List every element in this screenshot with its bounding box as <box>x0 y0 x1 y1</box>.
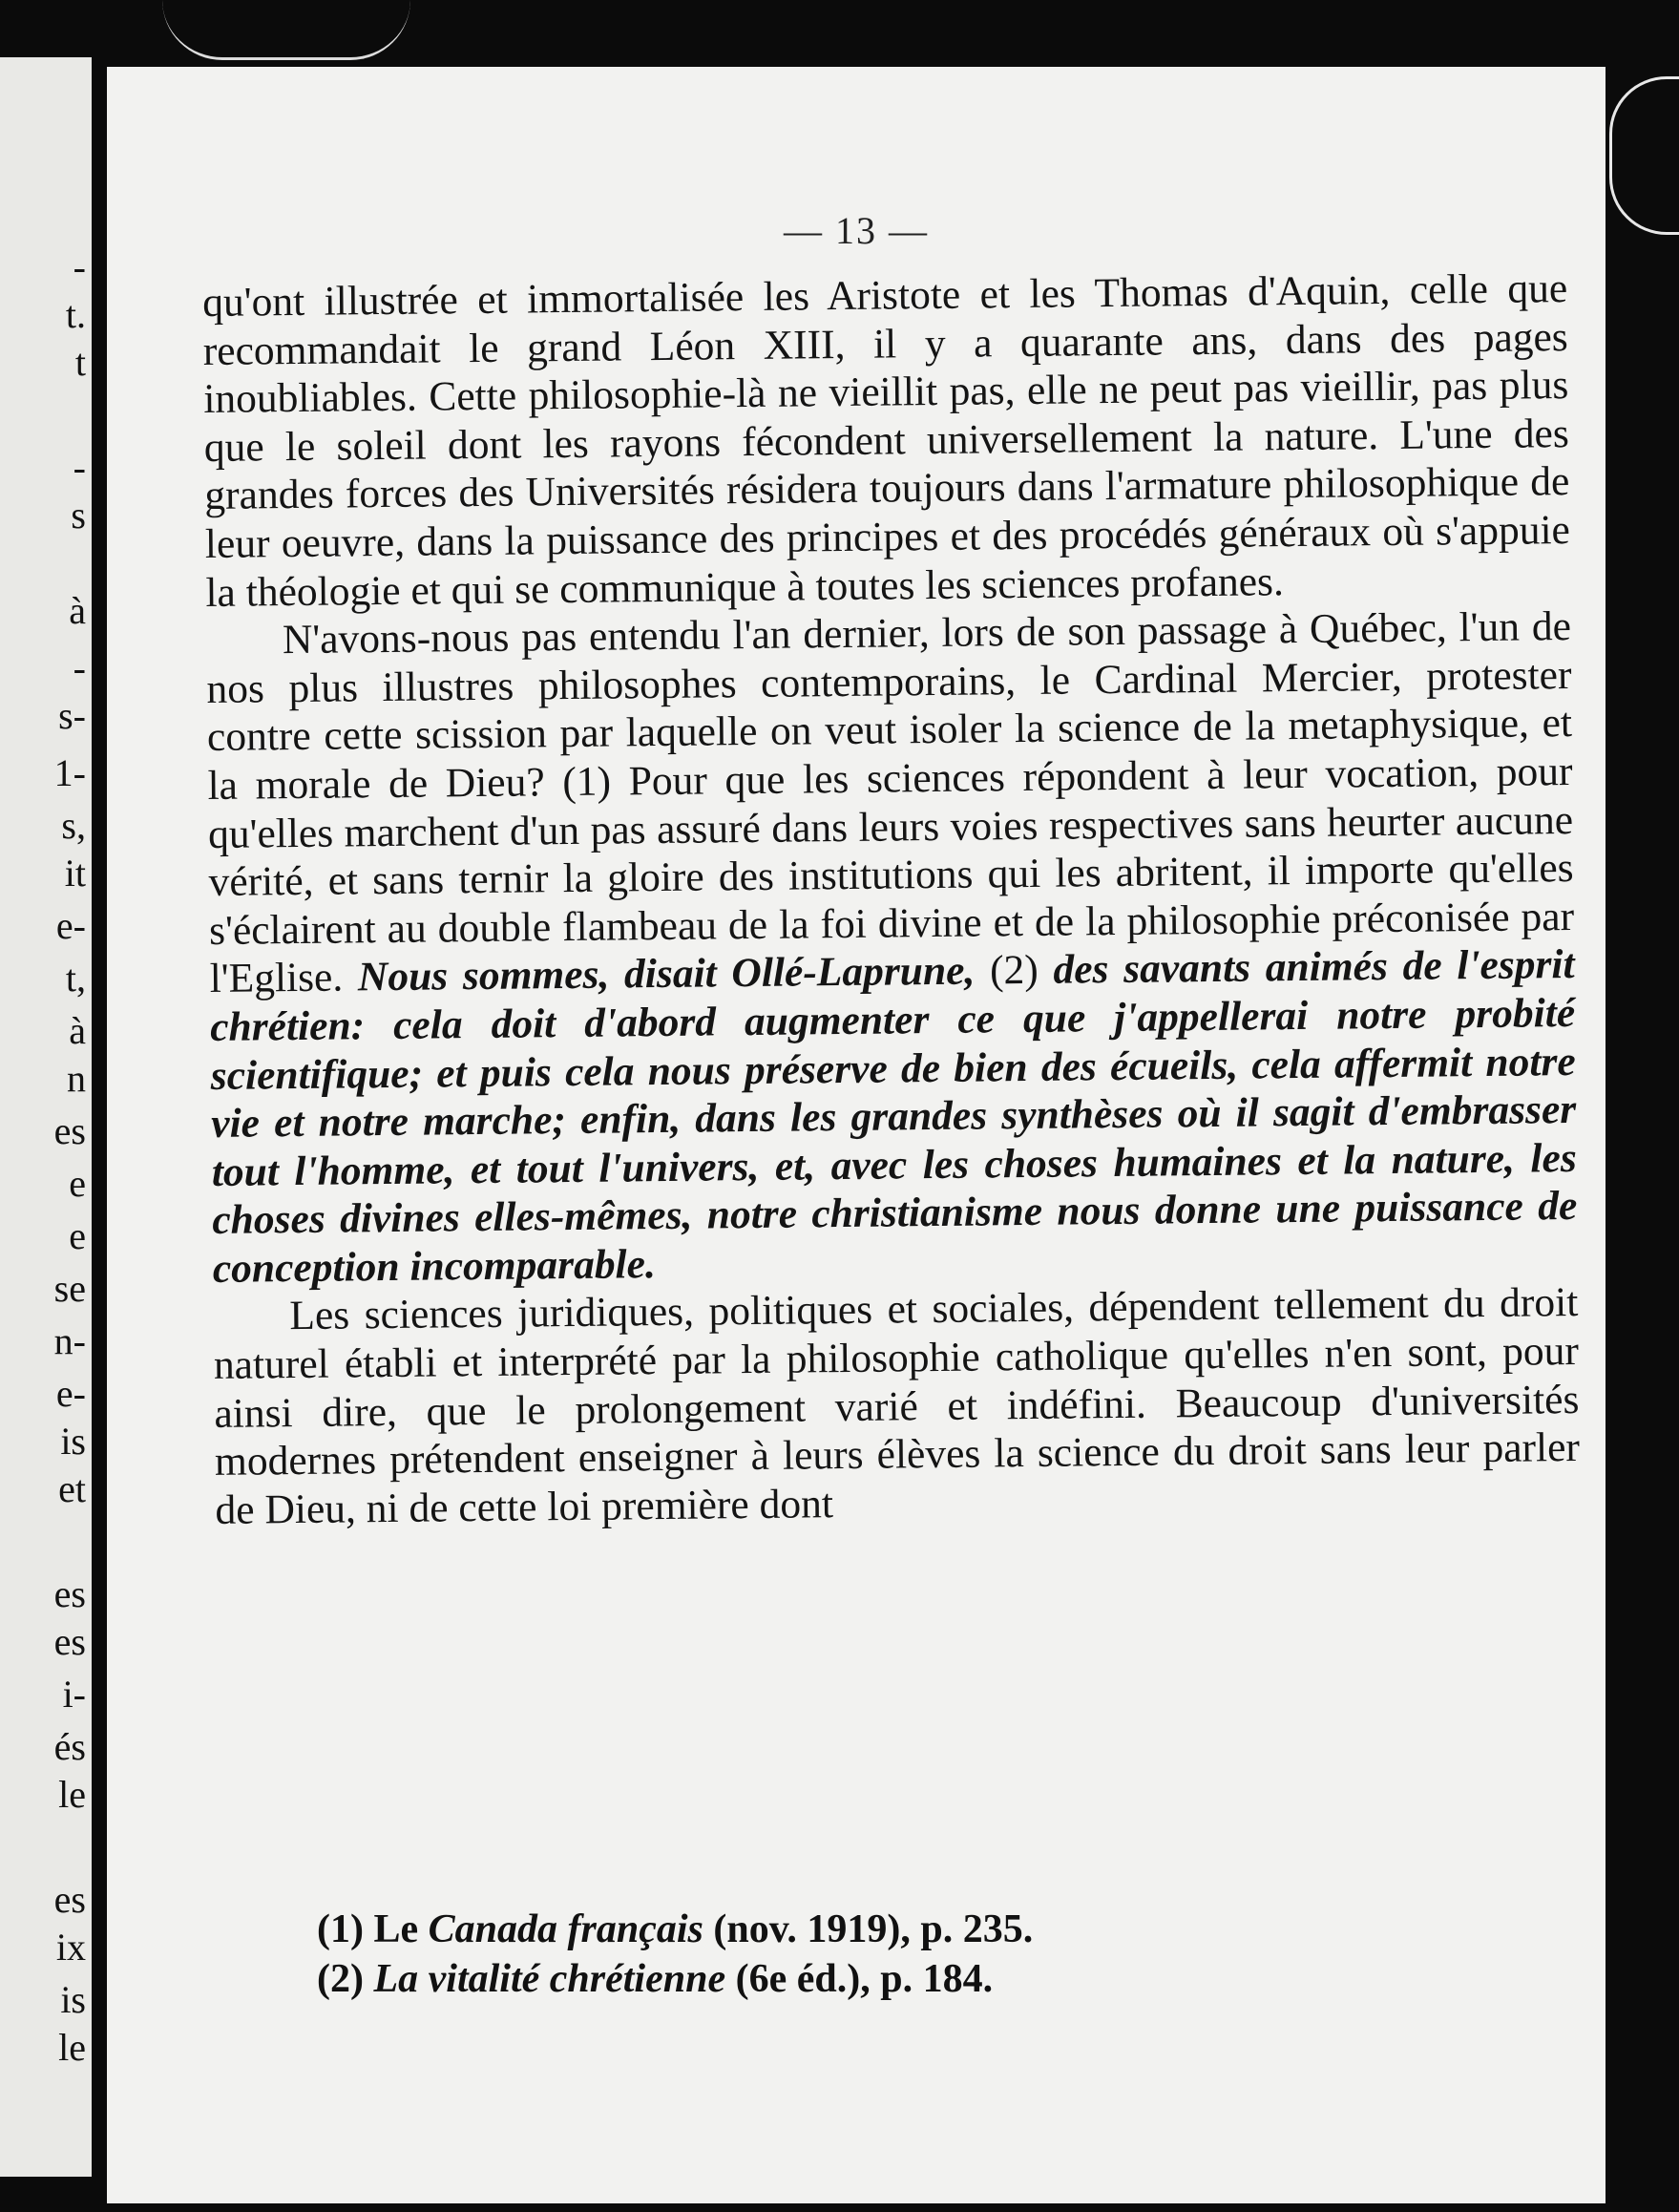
margin-fragment: is <box>60 1420 86 1463</box>
margin-fragment: es <box>53 1109 86 1152</box>
margin-fragment: es <box>53 1878 86 1921</box>
margin-fragment: s- <box>58 694 86 737</box>
margin-fragment: à <box>69 1009 86 1052</box>
margin-fragment: es <box>53 1572 86 1615</box>
footnote-prefix: Le <box>373 1907 429 1951</box>
margin-fragment: i- <box>62 1673 86 1716</box>
margin-fragment: e <box>69 1162 86 1205</box>
margin-fragment: à <box>69 589 86 632</box>
paragraph <box>206 602 1578 1293</box>
footnote <box>317 1905 1033 1954</box>
body-text <box>202 264 1581 1534</box>
page-edge-curve <box>162 0 410 60</box>
text-run: Les sciences juridiques, politiques et sociales, dépendent tellement du droit naturel établi et interprété par la philosophie catholique qu'elles n'en sont, pour ainsi dire, que le prolongement varié et indéfini. Beaucoup d'universités modernes prétendent enseigner à leurs élèves la science du droit sans leur parler de Dieu, ni de cette loi première dont <box>213 1279 1581 1533</box>
italic-quote: Nous sommes, disait Ollé-Laprune, <box>357 947 991 1001</box>
margin-fragment: t, <box>65 957 86 1000</box>
margin-fragment: e <box>69 1214 86 1257</box>
margin-fragment: ix <box>55 1926 86 1969</box>
margin-fragment: és <box>53 1725 86 1768</box>
margin-fragment: n- <box>53 1319 86 1362</box>
text-run: (2) <box>989 947 1054 994</box>
margin-fragment: - <box>73 646 86 689</box>
paragraph <box>202 264 1571 617</box>
page-number: — 13 — <box>784 209 929 252</box>
margin-fragment: es <box>53 1620 86 1663</box>
margin-fragment: s, <box>61 804 86 847</box>
margin-fragment: n <box>67 1057 86 1100</box>
margin-fragment: - <box>73 245 86 288</box>
italic-quote: des savants animés de l'esprit chrétien: cela doit d'abord augmenter ce que j'appellerai notre probité scientifique; et puis cela nous préserve de bien des écueils, cela affermit notre vie et notre marche; enfin, dans les grandes synthèses où il sagit d'embrasser tout l'homme, et tout l'univers, et, avec les choses humaines et la nature, les choses divines elles-mêmes, notre christianisme nous donne une puissance de conception incomparable. <box>209 941 1578 1292</box>
text-run: qu'ont illustrée et immortalisée les Aristote et les Thomas d'Aquin, celle que recommandait le grand Léon XIII, il y a quarante ans, dans des pages inoubliables. Cette philosophie-là ne vieillit pas, elle ne peut pas vieillir, pas plus que le soleil dont les rayons fécondent universellement la nature. L'une des grandes forces des Universités résidera toujours dans l'armature philosophique de leur oeuvre, dans la puissance des principes et des procédés généraux où s'appuie la théologie et qui se communique à toutes les sciences profanes. <box>202 265 1571 616</box>
margin-fragment: le <box>58 1773 86 1816</box>
margin-fragment: it <box>64 852 86 895</box>
margin-fragment: t. <box>65 293 86 336</box>
footnote-title: La vitalité chrétienne <box>373 1957 726 2001</box>
previous-page-edge <box>0 57 92 2177</box>
next-page-edge <box>1609 76 1679 235</box>
margin-fragment: se <box>53 1267 86 1310</box>
margin-fragment: e- <box>55 904 86 947</box>
footnotes <box>317 1905 1033 2004</box>
footnote-marker: (1) <box>317 1907 364 1951</box>
footnote-reference: (nov. 1919), p. 235. <box>703 1907 1034 1951</box>
margin-fragment: 1- <box>53 751 86 794</box>
footnote-reference: (6e éd.), p. 184. <box>725 1957 994 2001</box>
margin-fragment: e- <box>55 1372 86 1415</box>
footnote-title: Canada français <box>428 1907 703 1951</box>
document-page <box>107 67 1606 2203</box>
footnote-marker: (2) <box>317 1957 364 2001</box>
margin-fragment: - <box>73 446 86 489</box>
margin-fragment: is <box>60 1978 86 2021</box>
footnote <box>317 1954 1033 2004</box>
margin-fragment: s <box>71 494 86 537</box>
text-run: N'avons-nous pas entendu l'an dernier, lors de son passage à Québec, l'un de nos plus illustres philosophes contemporains, le Cardinal Mercier, protester contre cette scission par laquelle on veut isoler la science de la metaphysique, et la morale de Dieu? (1) Pour que les sciences répondent à leur vocation, pour qu'elles marchent d'un pas assuré dans leurs voies respectives sans heurter aucune vérité, et sans ternir la gloire des institutions qui les abritent, il importe qu'elles s'éclairent au double flambeau de la foi divine et de la philosophie préconisée par l'Eglise. <box>206 603 1575 1002</box>
paragraph <box>213 1278 1581 1534</box>
margin-fragment: et <box>58 1467 86 1510</box>
margin-fragment: le <box>58 2026 86 2069</box>
margin-fragment: t <box>74 341 86 384</box>
